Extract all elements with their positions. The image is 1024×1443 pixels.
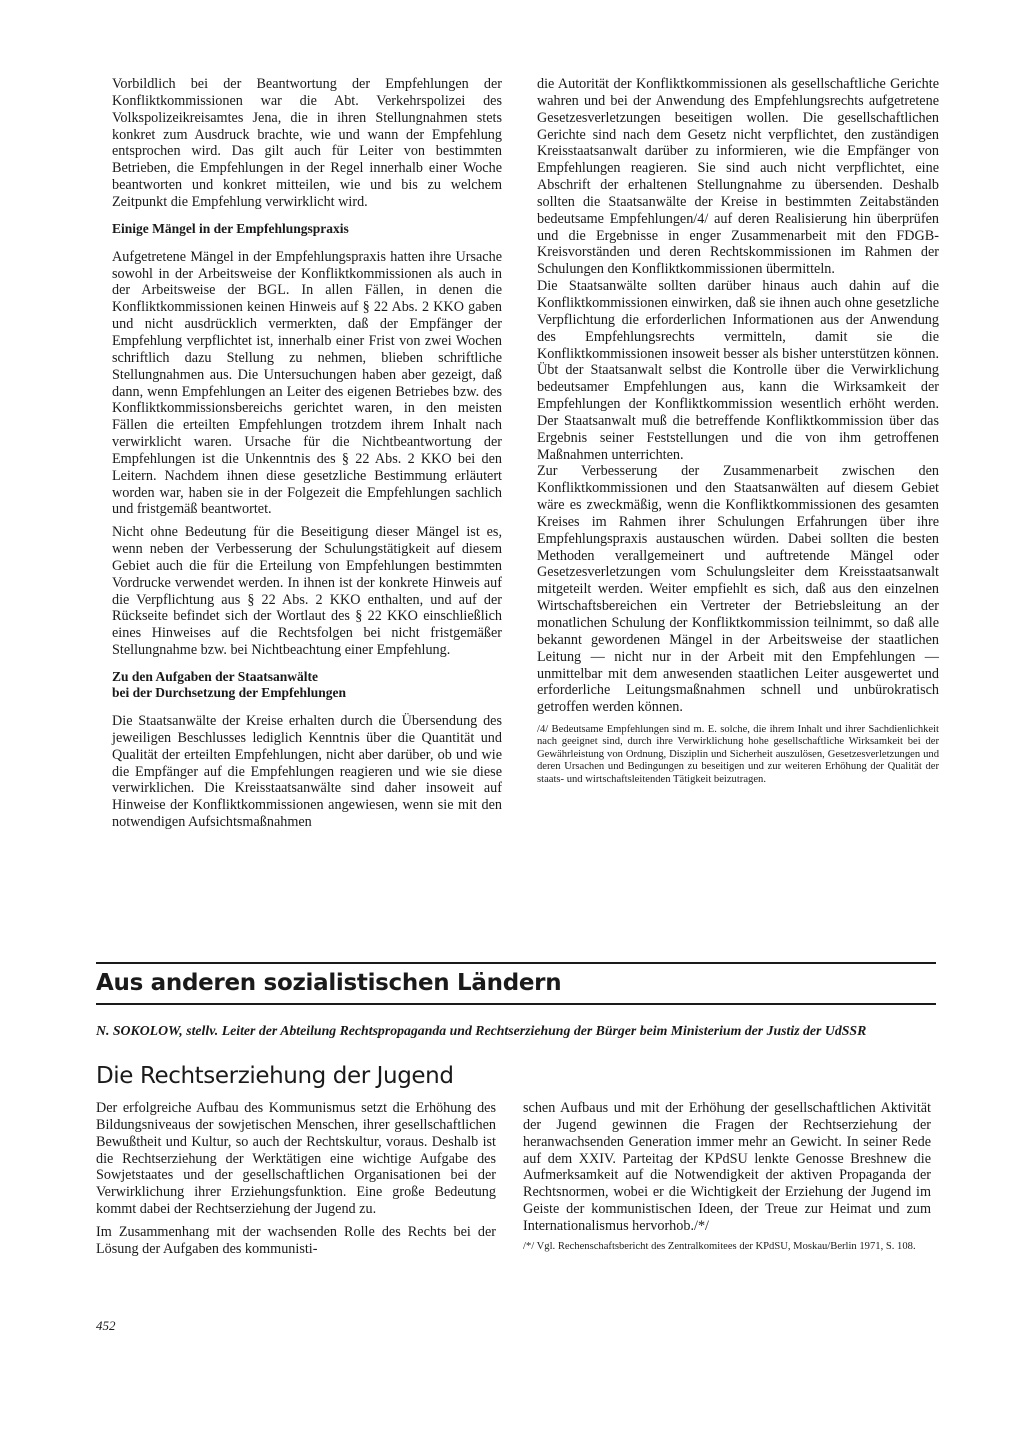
footnote: /4/ Bedeutsame Empfehlungen sind m. E. solche, die ihrem Inhalt und ihrer Sachdienlichkeit nach geeignet sind, durch ihre Verwirklichung hohe gesellschaftliche Wirksamkeit bei der Gewährleistung von Ordnung, Disziplin und Sicherheit auszulösen, Gesetzesverletzungen und deren Ursachen und Bedingungen zu beseitigen und zur weiteren Erhöhung der Qualität der staats- und wirtschaftsleitenden Tätigkeit beizutragen. (537, 724, 939, 785)
paragraph: Nicht ohne Bedeutung für die Beseitigung dieser Mängel ist es, wenn neben der Verbesserung der Schulungstätigkeit auf diesem Gebiet auch die für die Erteilung von Empfehlungen bestimmten Vordrucke verwendet werden. In ihnen ist der konkrete Hinweis auf die Verpflichtung aus § 22 Abs. 2 KKO enthalten, und auf der Rückseite befindet sich der Wortlaut des § 22 KKO einschließlich eines Hinweises auf die Rechtsfolgen bei nicht fristgemäßer Stellungnahme bzw. bei Nichtbeachtung einer Empfehlung. (112, 524, 502, 659)
footnote: /*/ Vgl. Rechenschaftsbericht des Zentralkomitees der KPdSU, Moskau/Berlin 1971, S. 108. (523, 1240, 916, 1252)
paragraph: Zur Verbesserung der Zusammenarbeit zwischen den Konfliktkommissionen und den Staatsanwälten auf diesem Gebiet wäre es zweckmäßig, wenn die Konfliktkommissionen des gesamten Kreises im Rahmen ihrer Schulungen Erfahrungen über ihre Empfehlungspraxis austauschen würden. Dabei sollten die besten Methoden verallgemeinert und auftretende Mängel oder Gesetzesverletzungen vom Schulungsleiter dem Kreisstaatsanwalt mitgeteilt werden. Weiter empfiehlt es sich, daß aus den einzelnen Wirtschaftsbereichen ein Vertreter der Betriebsleitung an der monatlichen Schulung der Konfliktkommission teilnimmt, so daß alle bekannt gewordenen Mängel in der Arbeitsweise der staatlichen Leitung — nicht nur in der Arbeit mit den Empfehlungen — unmittelbar mit dem anwesenden staatlichen Leiter ausgewertet und erforderliche Leitungsmaßnahmen schnell und unbürokratisch getroffen werden können. (537, 463, 939, 716)
paragraph: die Autorität der Konfliktkommissionen als gesellschaftliche Gerichte wahren und bei der Anwendung des Empfehlungsrechts aufgetretene Gesetzesverletzungen beseitigen wollen. Die gesellschaftlichen Gerichte sind nach dem Gesetz nicht verpflichtet, den zuständigen Kreisstaatsanwalt darüber zu informieren, wie die Empfänger von Empfehlungen reagieren. Sie sind auch nicht verpflichtet, eine Abschrift der erhaltenen Stellungnahme zu übersenden. Deshalb sollten die Staatsanwälte der Kreise in bestimmten Zeitabständen bedeutsame Empfehlungen/4/ auf deren Realisierung hin überprüfen und die Ergebnisse in enger Zusammenarbeit mit den FDGB-Kreisvorständen und deren Rechtskommissionen im Rahmen der Schulungen den Konfliktkommissionen übermitteln. (537, 76, 939, 278)
paragraph: schen Aufbaus und mit der Erhöhung der gesellschaftlichen Aktivität der Jugend gewinnen die Fragen der Rechtserziehung der heranwachsenden Generation immer mehr an Gewicht. In seiner Rede auf dem XXIV. Parteitag der KPdSU lenkte Genosse Breshnew die Aufmerksamkeit auf die Notwendigkeit der aktiven Propaganda der Rechtsnormen, wobei er die Wichtigkeit der Erziehung der Jugend im Geiste der kommunistischen Ideen, der Treue zur Heimat und zum Internationalismus hervorhob./*/ (523, 1100, 931, 1234)
author-line: N. SOKOLOW, stellv. Leiter der Abteilung Rechtspropaganda und Rechtserziehung der Bürger beim Ministerium der Justiz der UdSSR (96, 1023, 867, 1038)
paragraph: Aufgetretene Mängel in der Empfehlungspraxis hatten ihre Ursache sowohl in der Arbeitsweise der Konfliktkommissionen als auch in der Arbeitsweise der BGL. In allen Fällen, in denen die Konfliktkommissionen keinen Hinweis auf § 22 Abs. 2 KKO gaben und nicht ausdrücklich vermerkten, daß der Empfänger der Empfehlung verpflichtet ist, innerhalb einer Frist von zwei Wochen schriftlich dazu Stellung zu nehmen, blieben schriftliche Stellungnahmen aus. Die Untersuchungen haben aber gezeigt, daß dann, wenn Empfehlungen an Leiter des eigenen Betriebes bzw. des Konfliktkommissionsbereichs gerichtet waren, in den meisten Fällen die erteilten Empfehlungen trotzdem ihrem Inhalt nach verwirklicht waren. Ursache für die Nichtbeantwortung der Empfehlungen ist die Unkenntnis des § 22 Abs. 2 KKO bei den Leitern. Nachdem ihnen diese gesetzliche Bestimmung erläutert worden war, haben sie in der Folgezeit die Empfehlungen sachlich und fristgemäß beantwortet. (112, 248, 502, 518)
paragraph: Vorbildlich bei der Beantwortung der Empfehlungen der Konfliktkommissionen war die Abt. Verkehrspolizei des Volkspolizeikreisamtes Jena, die in ihren Stellungnahmen stets konkret zum Ausdruck brachte, wie und wann der Empfehlung entsprochen wird. Das gilt auch für Leiter von bestimmten Betrieben, die Empfehlungen in der Regel innerhalb einer Woche beantworten und konkret mitteilen, wie und bis zu welchem Zeitpunkt die Empfehlung verwirklicht wird. (112, 76, 502, 210)
article-title: Die Rechtserziehung der Jugend (96, 1063, 454, 1089)
column-left-bottom (96, 1100, 496, 1258)
section-rule-top (96, 962, 936, 964)
paragraph: Im Zusammenhang mit der wachsenden Rolle des Rechts bei der Lösung der Aufgaben des kommunisti- (96, 1223, 496, 1257)
subheading: Einige Mängel in der Empfehlungspraxis (112, 220, 349, 236)
page-number: 452 (96, 1318, 116, 1333)
paragraph: Die Staatsanwälte sollten darüber hinaus auch dahin auf die Konfliktkommissionen einwirken, daß sie ihnen auch ohne gesetzliche Verpflichtung die erforderlichen Informationen aus der Anwendung des Empfehlungsrechts vermitteln, damit sie die Konfliktkommissionen insoweit besser als bisher unterstützen können. Übt der Staatsanwalt selbst die Kontrolle über die Verwirklichung bedeutsamer Empfehlungen aus, kann die Wirksamkeit der Empfehlungen der Konfliktkommission wesentlich erhöht werden. Der Staatsanwalt muß die betreffende Konfliktkommission über das Ergebnis seiner Feststellungen und die von ihm getroffenen Maßnahmen unterrichten. (537, 278, 939, 463)
section-title: Aus anderen sozialistischen Ländern (96, 970, 562, 996)
subheading (112, 669, 502, 701)
subheading-line: Zu den Aufgaben der Staatsanwälte (112, 669, 319, 684)
column-left-top (112, 76, 502, 831)
column-right-top (537, 76, 939, 786)
section-rule-bottom (96, 1003, 936, 1005)
paragraph: Der erfolgreiche Aufbau des Kommunismus setzt die Erhöhung des Bildungsniveaus der sowjetischen Menschen, ihrer gesellschaftlichen Bewußtheit und Kultur, so auch der Rechtskultur, voraus. Deshalb ist die Rechtserziehung der Werktätigen eine wichtige Aufgabe des Sowjetstaates und der gesellschaftlichen Organisationen bei der Verwirklichung ihrer Erziehungsfunktion. Eine große Bedeutung kommt dabei der Rechtserziehung der Jugend zu. (96, 1100, 496, 1218)
subheading-line: bei der Durchsetzung der Empfehlungen (112, 685, 347, 700)
paragraph: Die Staatsanwälte der Kreise erhalten durch die Übersendung des jeweiligen Beschlusses lediglich Kenntnis über die Quantität und Qualität der erteilten Empfehlungen, nicht aber darüber, ob und wie die Empfänger auf die Empfehlungen reagieren und wie sie diese verwirklichen. Die Kreisstaatsanwälte sind daher insoweit auf Hinweise der Konfliktkommissionen angewiesen, wenn sie mit den notwendigen Aufsichtsmaßnahmen (112, 713, 502, 831)
column-right-bottom (523, 1100, 931, 1253)
